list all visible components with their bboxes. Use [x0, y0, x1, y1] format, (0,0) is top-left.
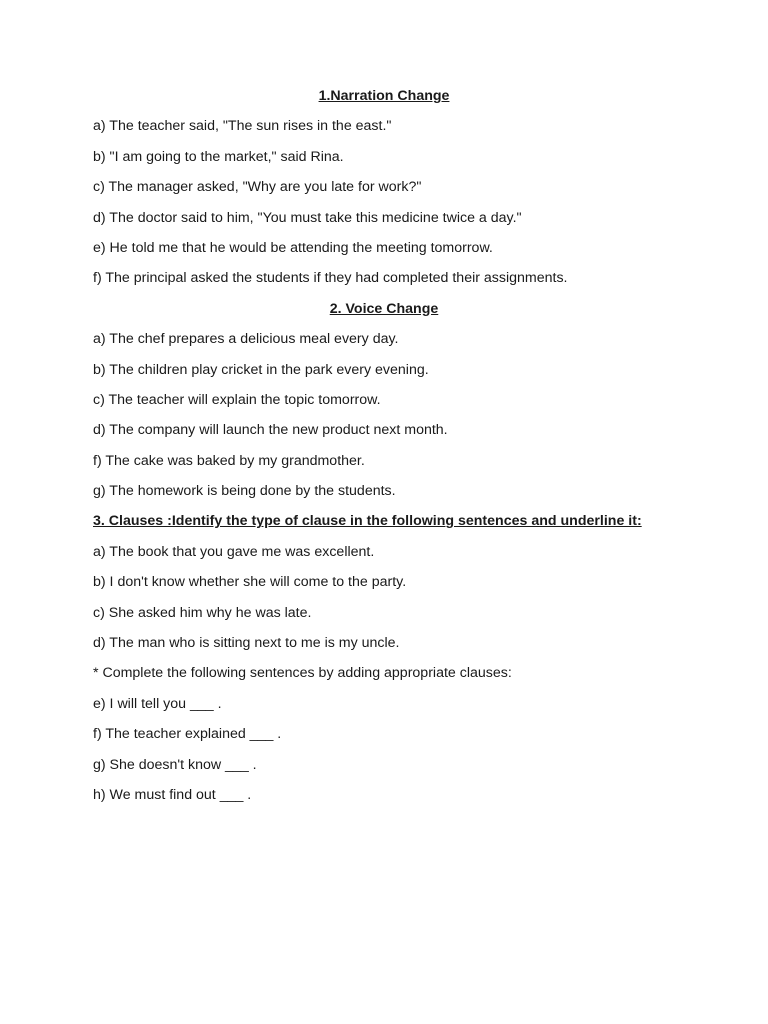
narration-item-e: e) He told me that he would be attending the meeting tomorrow.: [93, 239, 493, 256]
clause-instruction: * Complete the following sentences by adding appropriate clauses:: [93, 665, 512, 682]
clause-item-d: d) The man who is sitting next to me is my uncle.: [93, 635, 400, 652]
clause-item-h: h) We must find out ___ .: [93, 786, 252, 803]
narration-item-b: b) "I am going to the market," said Rina.: [93, 148, 344, 165]
voice-item-d: d) The company will launch the new product next month.: [93, 422, 448, 439]
voice-item-a: a) The chef prepares a delicious meal every day.: [93, 331, 399, 348]
section-heading-voice-change: 2. Voice Change: [329, 300, 439, 317]
voice-item-f: f) The cake was baked by my grandmother.: [93, 452, 365, 469]
narration-item-a: a) The teacher said, "The sun rises in the east.": [93, 118, 392, 135]
voice-item-c: c) The teacher will explain the topic tomorrow.: [93, 391, 381, 408]
clause-item-f: f) The teacher explained ___ .: [93, 726, 282, 743]
clause-item-g: g) She doesn't know ___ .: [93, 756, 257, 773]
section-heading-narration-change: 1.Narration Change: [318, 88, 450, 104]
document-content: [93, 86, 693, 815]
narration-item-c: c) The manager asked, "Why are you late for work?": [93, 179, 422, 196]
voice-item-g: g) The homework is being done by the students.: [93, 483, 396, 500]
section-heading-clauses: 3. Clauses :Identify the type of clause in the following sentences and underline it:: [93, 513, 642, 530]
clause-item-b: b) I don't know whether she will come to the party.: [93, 574, 407, 591]
narration-item-d: d) The doctor said to him, "You must take this medicine twice a day.": [93, 209, 522, 226]
clause-item-a: a) The book that you gave me was excellent.: [93, 543, 375, 560]
voice-item-b: b) The children play cricket in the park every evening.: [93, 361, 429, 378]
clause-item-c: c) She asked him why he was late.: [93, 604, 312, 621]
narration-item-f: f) The principal asked the students if they had completed their assignments.: [93, 270, 568, 287]
clause-item-e: e) I will tell you ___ .: [93, 695, 222, 712]
